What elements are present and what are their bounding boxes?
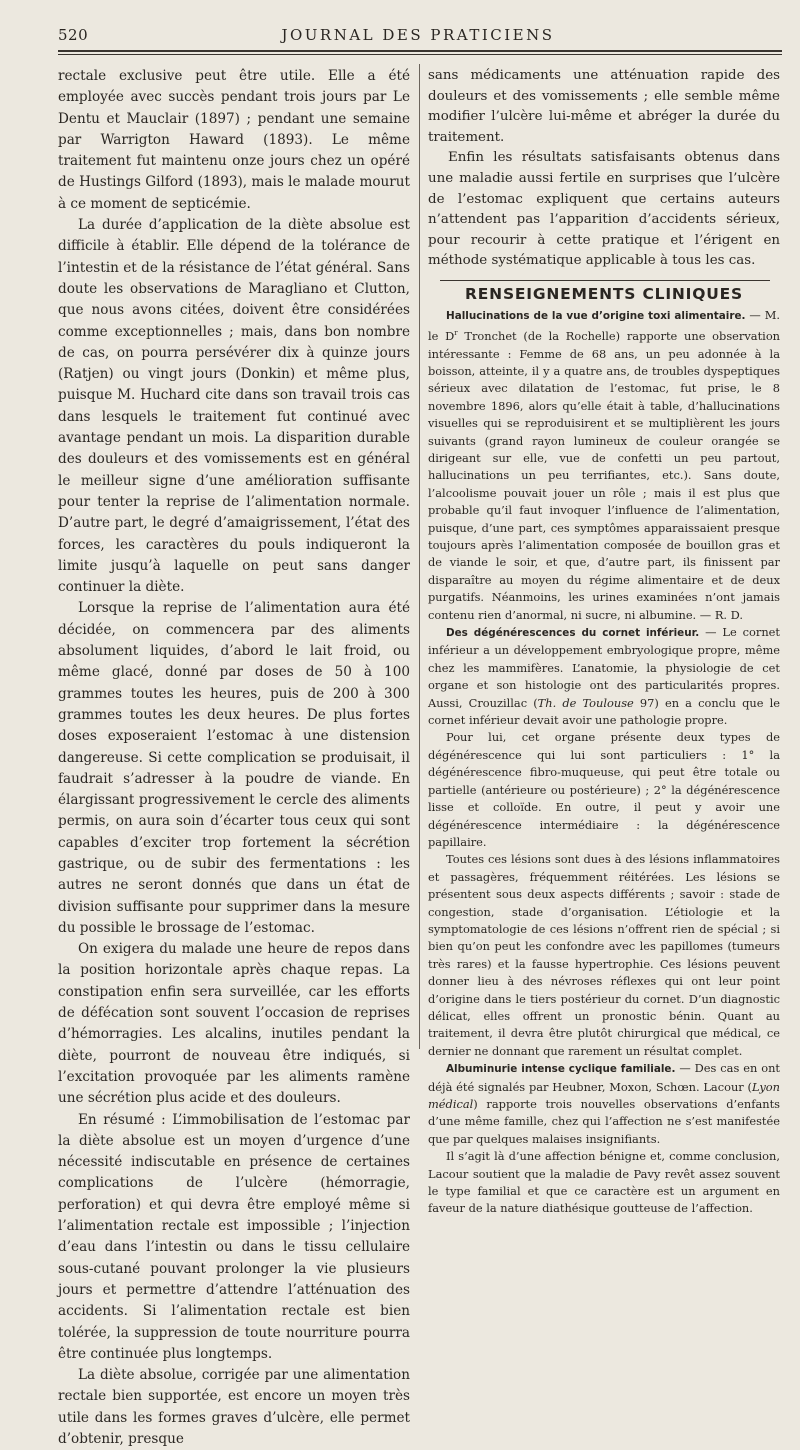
header-rule-thick — [58, 50, 782, 52]
left-column — [58, 66, 410, 1450]
paragraph: En résumé : L’immobilisation de l’estomac par la diète absolue est un moyen d’urgence d’une nécessité indiscutable en présence de certaines complications de l’ulcère (hémorragie, perforation) et qui devra être employé même si l’alimentation rectale est impossible ; l’injection d’eau dans l’intestin ou dans le tissu cellulaire sous-cutané pouvant prolonger la vie plusieurs jours et permettre d’attendre l’atténuation des accidents. Si l’alimentation rectale est bien tolérée, la suppression de toute nourriture pourra être continuée plus longtemps. — [58, 1111, 410, 1362]
note-body: ) rapporte trois nouvelles observations d’enfants d’une même famille, chez qui l’affection ne s’est manifestée que par quelques malaises insignifiants. — [428, 1097, 780, 1146]
paragraph: sans médicaments une atténuation rapide des douleurs et des vomissements ; elle semble même modifier l’ulcère lui-même et abréger la durée du traitement. — [428, 68, 780, 145]
note-body: Tronchet (de la Rochelle) rapporte une observation intéressante : Femme de 68 ans, un peu adonnée à la boisson, atteinte, il y a quatre ans, de troubles dyspeptiques sérieux avec dilatation de l’estomac, fut prise, le 8 novembre 1896, alors qu’elle était à table, d’hallucinations visuelles qui se reproduisirent et se multiplièrent les jours suivants (grand rayon lumineux de couleur orangée se dirigeant sur elle, vue de confetti un peu partout, hallucinations un peu terrifiantes, etc.). Sans doute, l’alcoolisme pouvait jouer un rôle ; mais il est plus que probable qu’il faut invoquer l’influence de l’alimentation, puisque, d’une part, ces symptômes apparaissaient presque toujours après l’alimentation composée de bouillon gras et de viande le soir, et que, d’autre part, ils finissent par disparaître au moyen du régime alimentaire et de deux purgatifs. Néanmoins, les urines examinées n’ont jamais contenu rien d’anormal, ni sucre, ni albumine. — R. D. — [428, 329, 781, 622]
paragraph: La durée d’application de la diète absolue est difficile à établir. Elle dépend de la tolérance de l’intestin et de la résistance de l’état général. Sans doute les observations de Maragliano et Clutton, que nous avons citées, doivent être considérées comme exceptionnelles ; mais, dans bon nombre de cas, on pourra persévérer dix à quinze jours (Ratjen) ou vingt jours (Donkin) et même plus, puisque M. Huchard cite dans son travail trois cas dans lesquels le traitement fut continué avec avantage pendant un mois. La disparition durable des douleurs et des vomissements est en général le meilleur signe d’une amélioration suffisante pour tenter la reprise de l’alimentation normale. D’autre part, le degré d’amaigrissement, l’état des forces, les caractères du pouls indiqueront la limite jusqu’à laquelle on peut sans danger continuer la diète. — [58, 217, 410, 596]
paragraph: Pour lui, cet organe présente deux types de dégénérescence qui lui sont particuliers : 1° la dégénérescence fibro-muqueuse, qui peut être totale ou partielle (antérieure ou postérieure) ; 2° la dégénérescence lisse et colloïde. En outre, il peut y avoir une dégénérescence intermédiaire : la dégénérescence papillaire. — [428, 730, 780, 849]
paragraph: Lorsque la reprise de l’alimentation aura été décidée, on commencera par des aliments absolument liquides, d’abord le lait froid, ou même glacé, donné par doses de 50 à 100 grammes toutes les heures, puis de 200 à 300 grammes toutes les deux heures. De plus fortes doses exposeraient l’estomac à une distension dangereuse. Si cette complication se produisait, il faudrait s’adresser à la poudre de viande. En élargissant progressivement le cercle des aliments permis, on aura soin d’écarter tous ceux qui sont capables d’exciter trop fortement la sécrétion gastrique, ou de subir des fermentations : les autres ne seront donnés que dans un état de division suffisante pour supprimer dans la mesure du possible le brossage de l’estomac. — [58, 600, 410, 936]
note-body: 97) en a conclu que le cornet inférieur devait avoir une pathologie propre. — [428, 695, 780, 728]
page-header — [58, 26, 778, 48]
note-heading: Albuminurie intense cyclique familiale. — [446, 1063, 676, 1076]
note-body: — Le cornet inférieur a un développement embryologique propre, même chez les mammifères. L’anatomie, la physiologie de cet organe et son histologie ont des particularités propres. Aussi, Crouzillac ( — [428, 625, 780, 710]
note-body: — Des cas en ont déjà été signalés par Heubner, Moxon, Schœn. Lacour ( — [428, 1061, 780, 1094]
section-rule — [440, 280, 770, 281]
note-superscript: r — [454, 329, 458, 338]
header-rule-thin — [58, 54, 782, 55]
note-heading: Des dégénérescences du cornet inférieur. — [446, 627, 700, 640]
note-lead: — M. le D — [428, 307, 780, 344]
journal-title: JOURNAL DES PRATICIENS — [281, 26, 555, 44]
paragraph: Enfin les résultats satisfaisants obtenus dans une maladie aussi fertile en surprises que l’ulcère de l’estomac expliquent que certains auteurs n’attendent pas l’apparition d’accidents sérieux, pour recourir à cette pratique et l’érigent en méthode systématique applicable à tous les cas. — [428, 150, 780, 269]
paragraph: Toutes ces lésions sont dues à des lésions inflammatoires et passagères, fréquemment réitérées. Les lésions se présentent sous deux aspects différents ; savoir : stade de congestion, stade d’organisation. L’étiologie et la symptomatologie de ces lésions n’offrent rien de spécial ; si bien qu’on peut les confondre avec les papillomes (tumeurs très rares) et la fausse hypertrophie. Ces lésions peuvent donner lieu à des névroses réflexes qui ont leur point d’origine dans le tiers postérieur du cornet. D’un diagnostic délicat, elles offrent un pronostic bénin. Quant au traitement, il devra être plutôt chirurgical que médical, ce dernier ne donnant que rarement un résultat complet. — [428, 852, 780, 1058]
right-column — [428, 66, 780, 1218]
note-heading: Hallucinations de la vue d’origine toxi alimentaire. — [446, 309, 746, 322]
continuation-text — [428, 66, 780, 272]
note-reference: Th. de Toulouse — [537, 695, 634, 710]
paragraph: rectale exclusive peut être utile. Elle a été employée avec succès pendant trois jours par Le Dentu et Mauclair (1897) ; pendant une semaine par Warrigton Haward (1893). Le même traitement fut maintenu onze jours chez un opéré de Hustings Gilford (1893), mais le malade mourut à ce moment de septicémie. — [58, 68, 410, 212]
page-number: 520 — [58, 26, 89, 44]
note-cornet — [428, 624, 780, 729]
section-title: RENSEIGNEMENTS CLINIQUES — [465, 284, 743, 303]
paragraph: Il s’agit là d’une affection bénigne et, comme conclusion, Lacour soutient que la maladie de Pavy revêt assez souvent le type familial et que ce caractère est un argument en faveur de la nature diathésique goutteuse de l’affection. — [428, 1149, 780, 1216]
paragraph: On exigera du malade une heure de repos dans la position horizontale après chaque repas. La constipation enfin sera surveillée, car les efforts de défécation sont souvent l’occasion de reprises d’hémorragies. Les alcalins, inutiles pendant la diète, pourront de nouveau être indiqués, si l’excitation provoquée par les aliments ramène une sécrétion plus acide et des douleurs. — [58, 941, 410, 1107]
column-divider — [419, 64, 420, 1049]
paragraph: La diète absolue, corrigée par une alimentation rectale bien supportée, est encore un moyen très utile dans les formes graves d’ulcère, elle permet d’obtenir, presque — [58, 1367, 410, 1447]
note-hallucinations — [428, 307, 780, 624]
clinical-notes — [428, 307, 780, 1218]
note-albuminurie — [428, 1060, 780, 1148]
note-reference: Lyon médical — [428, 1079, 780, 1112]
